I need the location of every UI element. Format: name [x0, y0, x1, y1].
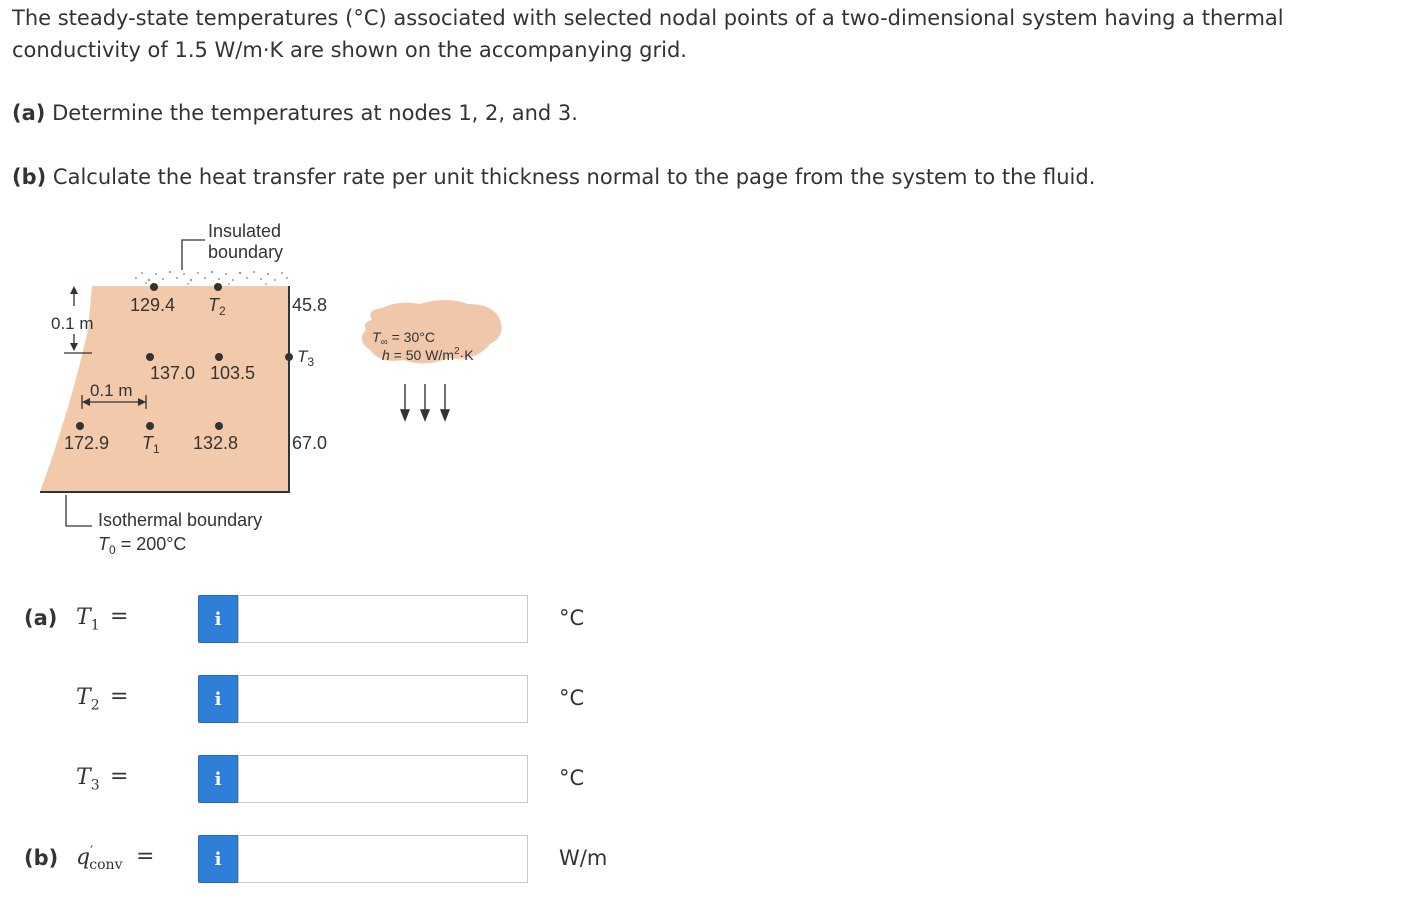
- node-t2: [214, 283, 222, 291]
- isothermal-leader: [66, 495, 92, 526]
- temp-45-8: 45.8: [292, 295, 328, 315]
- t1-input[interactable]: [238, 595, 528, 643]
- answer-row-t2: [0, 675, 700, 725]
- temp-67-0: 67.0: [292, 433, 328, 453]
- flow-arrows: [401, 384, 449, 420]
- question-intro: The steady-state temperatures (°C) associated with selected nodal points of a two-dimensional system having a thermal conductivity of 1.5 W/m·K are shown on the accompanying grid.: [12, 6, 1284, 62]
- fluid-h-coefficient: h = 50 $W/m^2\cdot K$: [382, 346, 474, 363]
- temp-137-0: 137.0: [150, 363, 196, 383]
- node-t1: [146, 422, 154, 430]
- info-icon[interactable]: i: [198, 675, 238, 723]
- t2-input[interactable]: [238, 675, 528, 723]
- node-172: [76, 422, 84, 430]
- t1-label: $T_1$: [142, 433, 160, 456]
- fluid-t-infinity: $T_\infty = 30^\circ C$: [372, 329, 435, 348]
- t2-label: $T_2$: [208, 295, 226, 318]
- node-top-left: [150, 283, 158, 291]
- answer-t3-equals: =: [110, 764, 129, 789]
- node-137: [146, 353, 154, 361]
- answer-t3-label: $T_3$: [76, 765, 100, 794]
- t3-input[interactable]: [238, 755, 528, 803]
- qconv-unit: W/m: [559, 846, 608, 870]
- info-icon[interactable]: i: [198, 835, 238, 883]
- answer-row-t1: [0, 595, 700, 645]
- temp-172-9: 172.9: [64, 433, 110, 453]
- part-a-text: Determine the temperatures at nodes 1, 2, and 3.: [52, 101, 578, 125]
- part-b-label: (b): [12, 165, 47, 189]
- temp-129-4: 129.4: [130, 295, 176, 315]
- answer-t2-label: $T_2$: [76, 685, 100, 714]
- answer-t2-equals: =: [110, 684, 129, 709]
- answer-t1-equals: =: [110, 604, 129, 629]
- temp-132-8: 132.8: [193, 433, 239, 453]
- answer-row-qconv: [0, 835, 700, 885]
- answer-t1-label: $T_1$: [76, 605, 100, 634]
- dim-vertical-arrow-down: [70, 343, 78, 351]
- answer-qconv-equals: =: [136, 844, 155, 869]
- part-a-label: (a): [12, 101, 46, 125]
- answer-part-b-label: (b): [24, 846, 59, 870]
- isothermal-label-2: $T_0 = 200^\circ C$: [98, 534, 187, 557]
- question-part-b: [12, 161, 1095, 193]
- t1-unit: °C: [559, 606, 585, 630]
- info-icon[interactable]: i: [198, 595, 238, 643]
- part-b-text: Calculate the heat transfer rate per unit thickness normal to the page from the system to the fluid.: [52, 165, 1096, 189]
- answer-part-a-label: (a): [24, 606, 58, 630]
- node-t3: [285, 353, 293, 361]
- figure-svg: [0, 210, 520, 570]
- insulated-label-2: boundary: [208, 242, 284, 262]
- dim-vertical-label: 0.1 m: [51, 314, 94, 333]
- insulation-texture: [135, 271, 288, 285]
- t2-unit: °C: [559, 686, 585, 710]
- problem-figure: [0, 210, 520, 570]
- isothermal-label-1: Isothermal boundary: [98, 510, 263, 530]
- dim-vertical-arrow-up: [70, 286, 78, 294]
- answer-row-t3: [0, 755, 700, 805]
- info-icon[interactable]: i: [198, 755, 238, 803]
- insulated-leader: [182, 240, 205, 270]
- question-part-a: [12, 97, 578, 129]
- node-103: [215, 353, 223, 361]
- answer-qconv-label: $q'_{conv}$: [76, 844, 123, 874]
- insulated-label-1: Insulated: [208, 221, 282, 241]
- temp-103-5: 103.5: [210, 363, 256, 383]
- t3-label: $T_3$: [297, 347, 315, 369]
- t3-unit: °C: [559, 766, 585, 790]
- node-132: [215, 422, 223, 430]
- qconv-input[interactable]: [238, 835, 528, 883]
- dim-horizontal-label: 0.1 m: [90, 381, 133, 400]
